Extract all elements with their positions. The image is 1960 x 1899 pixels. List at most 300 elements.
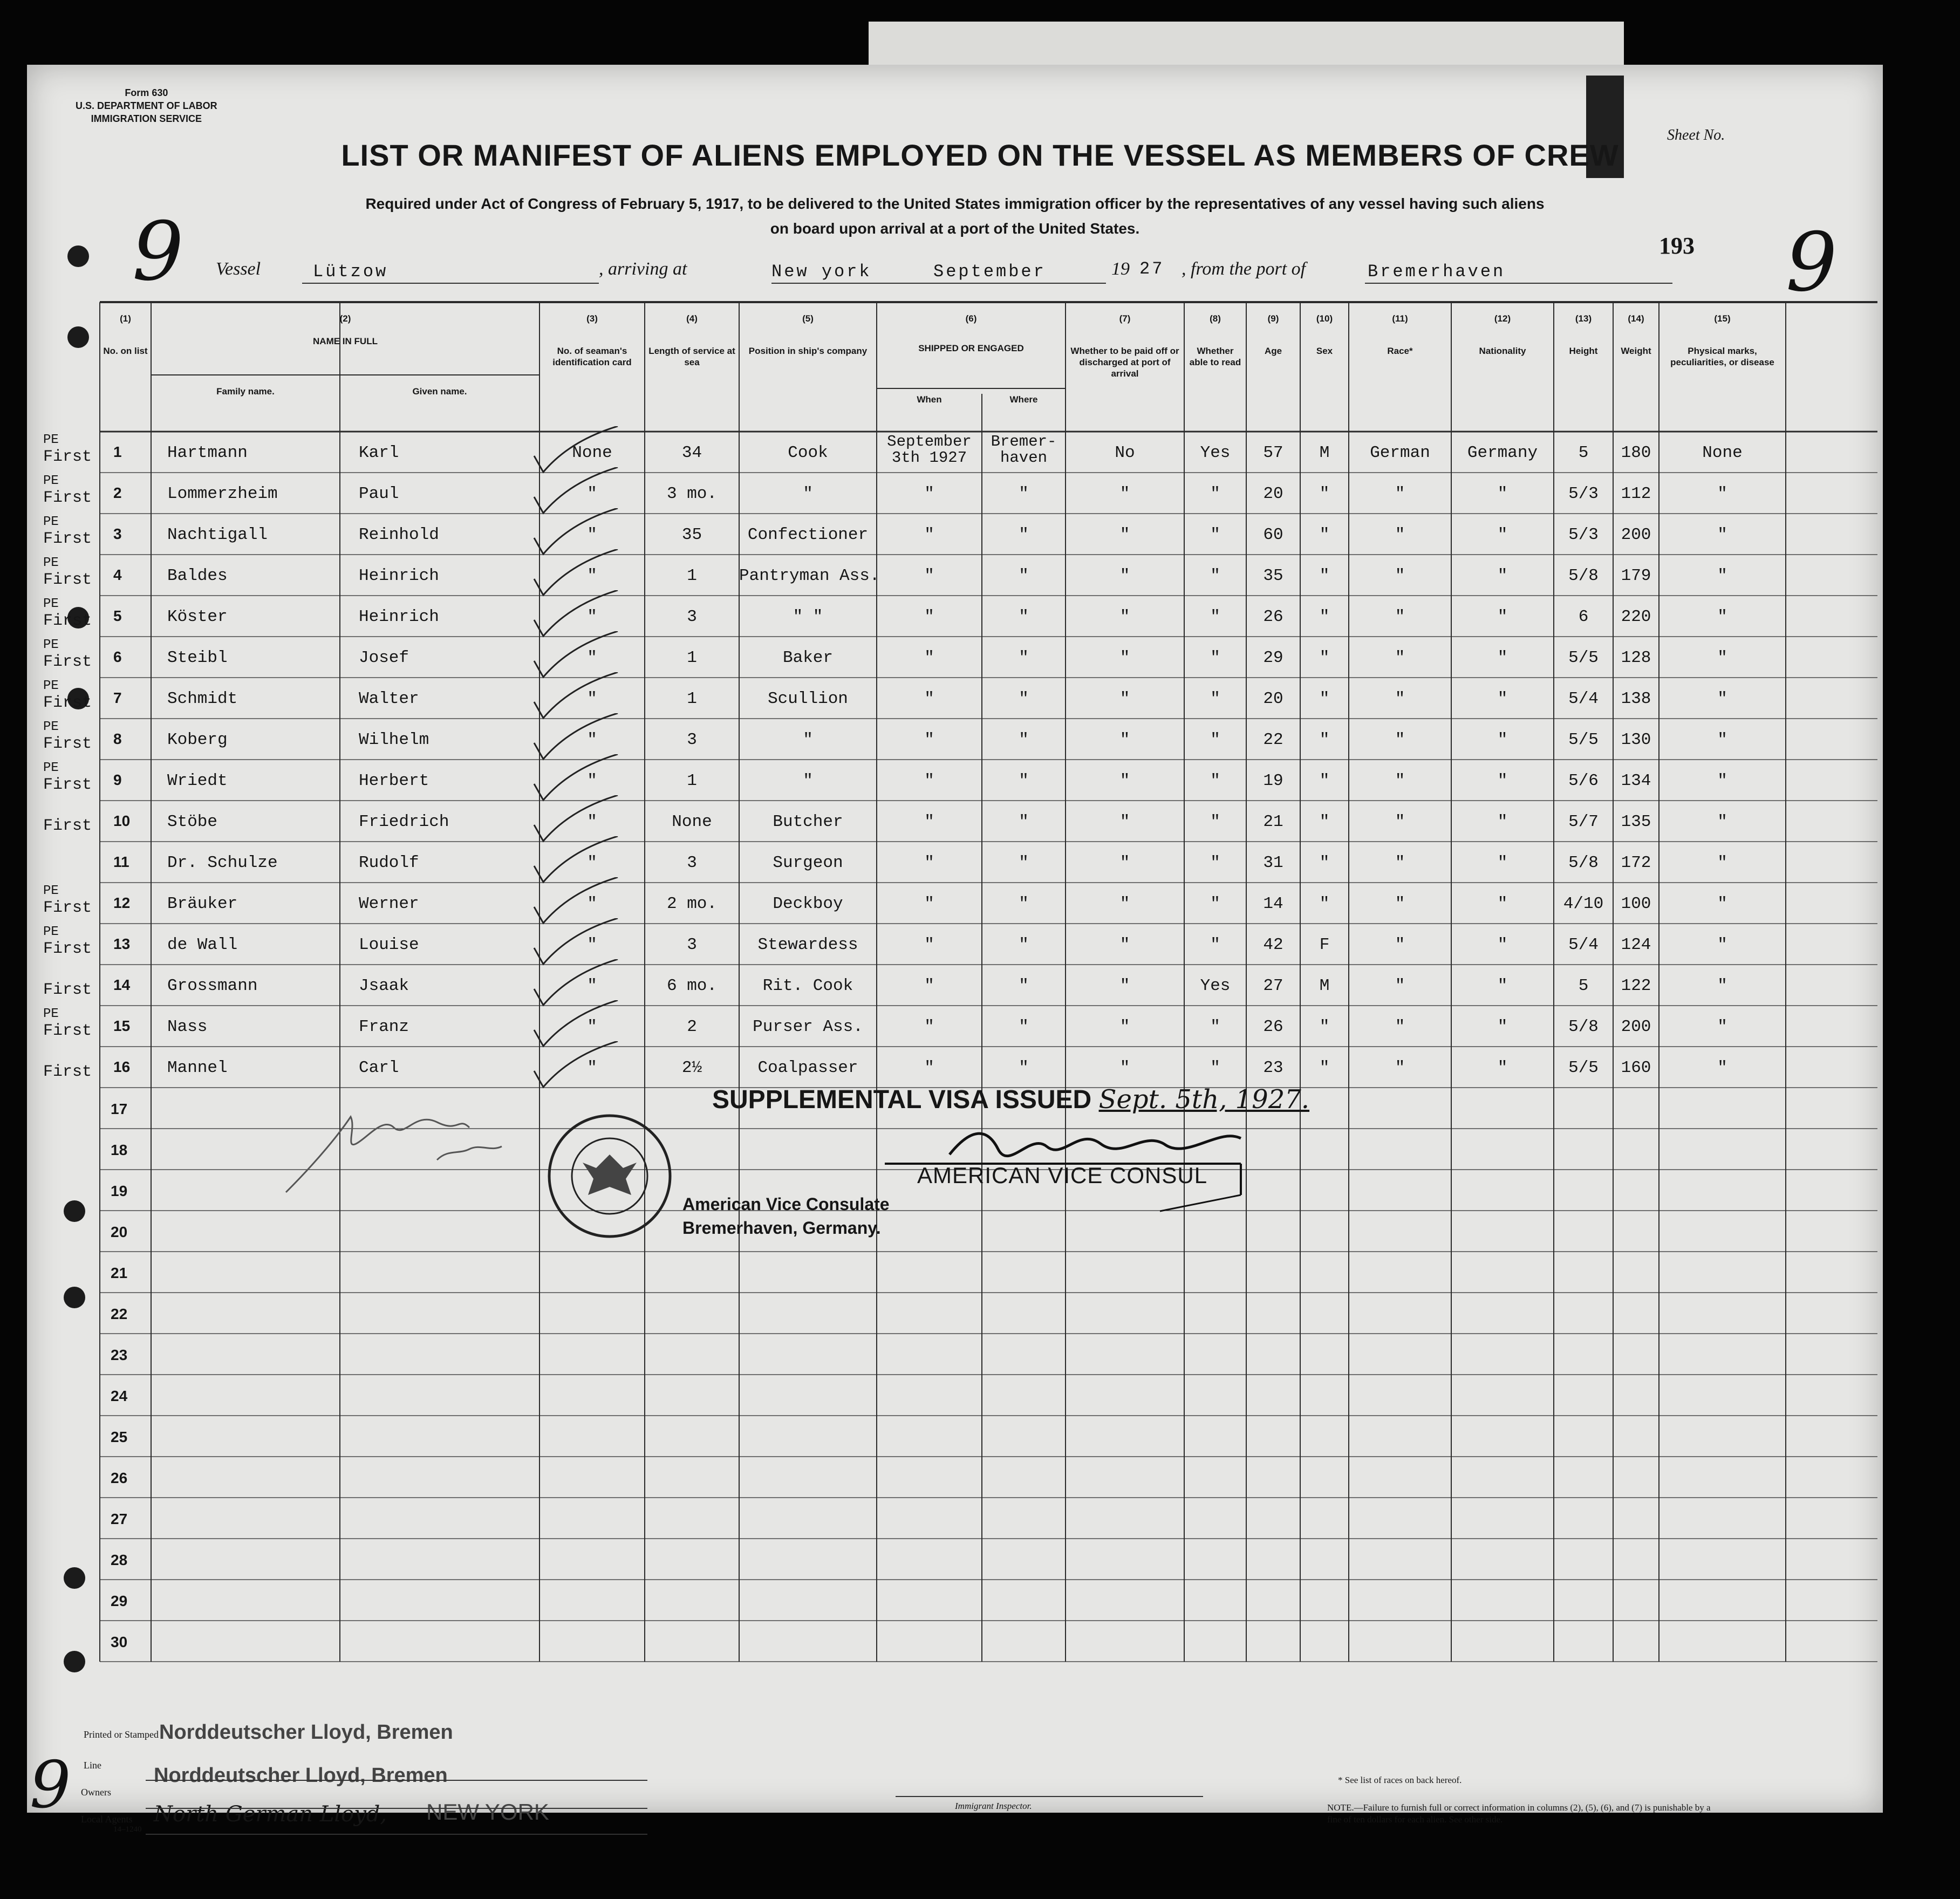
cell-family: Koberg [167, 730, 228, 749]
line-label: Line [84, 1760, 101, 1771]
column-number-c9: (9) [1267, 313, 1279, 324]
cell-when: " [924, 771, 934, 790]
record-number: 193 [1659, 233, 1695, 259]
cell-marks: " [1717, 566, 1727, 585]
cell-weight: 122 [1621, 976, 1651, 995]
column-number-c6: (6) [965, 313, 977, 324]
empty-row-number: 21 [111, 1265, 128, 1281]
arrival-month: September [933, 262, 1046, 282]
cell-read: Yes [1200, 443, 1231, 462]
row-number: 8 [113, 730, 122, 747]
column-number-c12: (12) [1494, 313, 1511, 324]
cell-read: " [1210, 607, 1220, 626]
cell-height: 5/5 [1568, 648, 1599, 667]
cell-nat: " [1497, 812, 1508, 831]
empty-row-number: 27 [111, 1511, 128, 1527]
cell-read: " [1210, 525, 1220, 544]
row-prefix-pe: PE [43, 1007, 59, 1021]
cell-where: " [1019, 894, 1029, 913]
cell-nat: " [1497, 894, 1508, 913]
empty-row-number: 23 [111, 1347, 128, 1363]
cell-race: " [1395, 607, 1405, 626]
cell-position: Scullion [768, 689, 848, 708]
column-number-c15: (15) [1714, 313, 1731, 324]
cell-paid: " [1119, 976, 1130, 995]
row-number: 5 [113, 607, 122, 624]
cell-family: Nachtigall [167, 525, 268, 544]
cell-sex: " [1319, 484, 1330, 503]
cell-where: " [1019, 771, 1029, 790]
cell-position: " [803, 484, 813, 503]
cell-card: " [587, 648, 597, 667]
cell-race: " [1395, 853, 1405, 872]
cell-given: Wilhelm [359, 730, 429, 749]
cell-service: 1 [687, 689, 697, 708]
row-number: 7 [113, 689, 122, 706]
cell-position: Confectioner [747, 525, 869, 544]
cell-height: 5 [1578, 443, 1589, 462]
row-prefix-pe: PE [43, 433, 59, 447]
cell-position: " [803, 730, 813, 749]
cell-where: Bremer- haven [991, 433, 1057, 467]
cell-when: " [924, 484, 934, 503]
visa-text: SUPPLEMENTAL VISA ISSUED [712, 1085, 1092, 1114]
cell-nat: " [1497, 1017, 1508, 1036]
cell-nat: " [1497, 853, 1508, 872]
cell-weight: 130 [1621, 730, 1651, 749]
cell-height: 4/10 [1563, 894, 1604, 913]
empty-row-number: 24 [111, 1388, 128, 1404]
cell-where: " [1019, 853, 1029, 872]
cell-where: " [1019, 1017, 1029, 1036]
cell-age: 29 [1263, 648, 1283, 667]
cell-marks: " [1717, 1017, 1727, 1036]
cell-race: " [1395, 525, 1405, 544]
empty-row-number: 20 [111, 1224, 128, 1240]
cell-sex: " [1319, 730, 1330, 749]
cell-age: 19 [1263, 771, 1283, 790]
empty-row-number: 22 [111, 1306, 128, 1322]
cell-card: " [587, 1058, 597, 1077]
cell-read: " [1210, 566, 1220, 585]
cell-paid: " [1119, 853, 1130, 872]
inspector-label: Immigrant Inspector. [955, 1801, 1032, 1811]
cell-family: Stöbe [167, 812, 218, 831]
cell-where: " [1019, 689, 1029, 708]
row-number: 15 [113, 1017, 131, 1034]
row-prefix-pe: PE [43, 638, 59, 652]
column-header-c14: Weight [1621, 346, 1651, 356]
cell-position: Pantryman Ass. [739, 566, 880, 585]
printed-label: Printed or Stamped [84, 1729, 159, 1740]
cell-nat: " [1497, 730, 1508, 749]
cell-family: Dr. Schulze [167, 853, 278, 872]
cell-paid: " [1119, 566, 1130, 585]
empty-row-number: 18 [111, 1142, 128, 1158]
cell-given: Franz [359, 1017, 409, 1036]
cell-service: 2 mo. [666, 894, 717, 913]
cell-service: 2 [687, 1017, 697, 1036]
cell-sex: " [1319, 1017, 1330, 1036]
empty-row-number: 29 [111, 1593, 128, 1609]
cell-service: 3 [687, 935, 697, 954]
column-header-c1: No. on list [103, 346, 148, 356]
cell-read: " [1210, 689, 1220, 708]
row-class: First [43, 776, 92, 794]
cell-race: " [1395, 484, 1405, 503]
cell-card: " [587, 689, 597, 708]
cell-when: September 3th 1927 [887, 433, 972, 467]
cell-read: " [1210, 1017, 1220, 1036]
cell-marks: " [1717, 484, 1727, 503]
agents-label: Local Agents [81, 1814, 133, 1825]
cell-race: " [1395, 894, 1405, 913]
cell-weight: 160 [1621, 1058, 1651, 1077]
cell-service: 3 [687, 853, 697, 872]
cell-paid: " [1119, 648, 1130, 667]
cell-weight: 112 [1621, 484, 1651, 503]
column-number-c2: (2) [339, 313, 351, 324]
column-header-given-name: Given name. [412, 386, 467, 397]
cell-race: " [1395, 812, 1405, 831]
year-label: 19 [1111, 259, 1130, 279]
vessel-label: Vessel [216, 259, 261, 279]
cell-position: Deckboy [773, 894, 843, 913]
cell-card: None [572, 443, 612, 462]
consul-title: AMERICAN VICE CONSUL [917, 1163, 1208, 1188]
cell-age: 14 [1263, 894, 1283, 913]
cell-given: Heinrich [359, 566, 439, 585]
cell-card: " [587, 853, 597, 872]
cell-age: 21 [1263, 812, 1283, 831]
cell-height: 6 [1578, 607, 1589, 626]
cell-nat: " [1497, 771, 1508, 790]
cell-given: Carl [359, 1058, 399, 1077]
arriving-label: , arriving at [599, 259, 687, 279]
cell-paid: " [1119, 730, 1130, 749]
cell-when: " [924, 894, 934, 913]
column-header-c15: Physical marks, peculiarities, or disease [1670, 346, 1774, 367]
row-number: 4 [113, 566, 122, 583]
cell-position: Baker [782, 648, 833, 667]
cell-sex: " [1319, 812, 1330, 831]
cell-when: " [924, 730, 934, 749]
cell-card: " [587, 976, 597, 995]
form-number: Form 630 [125, 87, 168, 98]
row-number: 13 [113, 935, 131, 952]
cell-family: Baldes [167, 566, 228, 585]
empty-row-number: 19 [111, 1183, 128, 1199]
cell-weight: 179 [1621, 566, 1651, 585]
cell-when: " [924, 648, 934, 667]
row-prefix-pe: PE [43, 884, 59, 898]
subtitle-line-1: Required under Act of Congress of February 5, 1917, to be delivered to the United States immigration officer by the representatives of any vessel having such aliens [365, 195, 1545, 212]
penalty-note: NOTE.—Failure to furnish full or correct information in columns (2), (5), (6), and (7) is punishable by a fine of ten dollars for each alien. See other side. [1327, 1802, 1711, 1825]
cell-card: " [587, 935, 597, 954]
column-header-c5: Position in ship's company [748, 346, 868, 356]
column-header-c10: Sex [1316, 346, 1333, 356]
cell-nat: " [1497, 648, 1508, 667]
row-class: First [43, 1022, 92, 1040]
cell-marks: " [1717, 771, 1727, 790]
cell-marks: " [1717, 853, 1727, 872]
cell-where: " [1019, 935, 1029, 954]
cell-card: " [587, 812, 597, 831]
row-class: First [43, 489, 92, 507]
column-header-c8: Whether able to read [1189, 346, 1241, 367]
from-label: , from the port of [1182, 259, 1306, 279]
row-class: First [43, 448, 92, 466]
column-header-c2: NAME IN FULL [313, 336, 378, 346]
cell-given: Reinhold [359, 525, 439, 544]
cell-when: " [924, 525, 934, 544]
cell-weight: 172 [1621, 853, 1651, 872]
column-header-c3: No. of seaman's identification card [552, 346, 632, 367]
cell-where: " [1019, 976, 1029, 995]
service-name: IMMIGRATION SERVICE [91, 113, 202, 124]
cell-read: " [1210, 894, 1220, 913]
arrival-port: New york [771, 262, 872, 282]
cell-race: " [1395, 689, 1405, 708]
cell-age: 23 [1263, 1058, 1283, 1077]
cell-given: Karl [359, 443, 399, 462]
cell-race: German [1370, 443, 1430, 462]
cell-age: 31 [1263, 853, 1283, 872]
row-class: First [43, 735, 92, 753]
cell-race: " [1395, 1017, 1405, 1036]
cell-age: 27 [1263, 976, 1283, 995]
row-class: First [43, 1063, 92, 1081]
cell-card: " [587, 1017, 597, 1036]
cell-age: 57 [1263, 443, 1283, 462]
cell-marks: " [1717, 689, 1727, 708]
cell-age: 26 [1263, 607, 1283, 626]
row-number: 1 [113, 443, 122, 460]
cell-family: Köster [167, 607, 228, 626]
cell-age: 35 [1263, 566, 1283, 585]
cell-service: 3 mo. [666, 484, 717, 503]
cell-family: de Wall [167, 935, 238, 954]
cell-weight: 134 [1621, 771, 1651, 790]
cell-read: " [1210, 1058, 1220, 1077]
cell-family: Grossmann [167, 976, 258, 995]
column-header-when: When [917, 394, 942, 405]
cell-where: " [1019, 566, 1029, 585]
cell-read: " [1210, 648, 1220, 667]
cell-where: " [1019, 730, 1029, 749]
race-note: * See list of races on back hereof. [1338, 1775, 1462, 1785]
cell-card: " [587, 894, 597, 913]
visa-date: Sept. 5th, 1927. [1098, 1084, 1310, 1115]
cell-position: Butcher [773, 812, 843, 831]
empty-row-number: 30 [111, 1634, 128, 1650]
cell-where: " [1019, 525, 1029, 544]
column-header-c12: Nationality [1479, 346, 1526, 356]
cell-marks: " [1717, 1058, 1727, 1077]
cell-weight: 138 [1621, 689, 1651, 708]
column-header-c9: Age [1264, 346, 1282, 356]
cell-where: " [1019, 812, 1029, 831]
cell-weight: 100 [1621, 894, 1651, 913]
cell-read: " [1210, 484, 1220, 503]
handwritten-page-number-bottom: 9 [30, 1748, 71, 1823]
column-number-c1: (1) [120, 313, 131, 324]
form-code: 14–1240 [113, 1825, 142, 1834]
line-stamp: Norddeutscher Lloyd, Bremen [159, 1721, 453, 1744]
cell-paid: " [1119, 894, 1130, 913]
cell-when: " [924, 607, 934, 626]
empty-row-number: 26 [111, 1470, 128, 1486]
cell-nat: Germany [1467, 443, 1538, 462]
cell-height: 5/5 [1568, 730, 1599, 749]
cell-service: None [672, 812, 712, 831]
agents-city: NEW YORK [426, 1799, 549, 1825]
cell-when: " [924, 812, 934, 831]
cell-service: 1 [687, 648, 697, 667]
cell-marks: " [1717, 525, 1727, 544]
page-title: LIST OR MANIFEST OF ALIENS EMPLOYED ON THE VESSEL AS MEMBERS OF CREW [341, 138, 1619, 172]
cell-age: 26 [1263, 1017, 1283, 1036]
cell-marks: " [1717, 935, 1727, 954]
cell-given: Louise [359, 935, 419, 954]
cell-weight: 180 [1621, 443, 1651, 462]
cell-position: Cook [788, 443, 828, 462]
owners-stamp: Norddeutscher Lloyd, Bremen [154, 1764, 448, 1787]
row-number: 6 [113, 648, 122, 665]
cell-family: Nass [167, 1017, 208, 1036]
cell-height: 5 [1578, 976, 1589, 995]
cell-card: " [587, 525, 597, 544]
arrival-year: 27 [1139, 259, 1165, 279]
row-prefix-pe: PE [43, 761, 59, 775]
column-number-c4: (4) [686, 313, 698, 324]
cell-service: 3 [687, 607, 697, 626]
cell-position: " " [793, 607, 823, 626]
column-header-c4: Length of service at sea [648, 346, 735, 367]
column-number-c5: (5) [802, 313, 814, 324]
cell-nat: " [1497, 607, 1508, 626]
cell-sex: F [1319, 935, 1330, 954]
cell-read: Yes [1200, 976, 1231, 995]
cell-sex: " [1319, 894, 1330, 913]
sheet-number-label: Sheet No. [1667, 127, 1725, 144]
column-header-c6: SHIPPED OR ENGAGED [918, 343, 1024, 353]
row-number: 11 [113, 853, 129, 870]
cell-weight: 124 [1621, 935, 1651, 954]
cell-card: " [587, 607, 597, 626]
cell-position: Surgeon [773, 853, 843, 872]
row-prefix-pe: PE [43, 679, 59, 693]
cell-marks: None [1702, 443, 1743, 462]
cell-paid: " [1119, 484, 1130, 503]
cell-height: 5/4 [1568, 935, 1599, 954]
cell-marks: " [1717, 730, 1727, 749]
cell-position: " [803, 771, 813, 790]
cell-paid: No [1115, 443, 1135, 462]
cell-paid: " [1119, 771, 1130, 790]
cell-nat: " [1497, 1058, 1508, 1077]
cell-family: Schmidt [167, 689, 238, 708]
cell-position: Stewardess [757, 935, 858, 954]
cell-paid: " [1119, 607, 1130, 626]
cell-read: " [1210, 853, 1220, 872]
cell-race: " [1395, 976, 1405, 995]
cell-nat: " [1497, 566, 1508, 585]
cell-age: 22 [1263, 730, 1283, 749]
cell-paid: " [1119, 525, 1130, 544]
row-prefix-pe: PE [43, 925, 59, 939]
cell-height: 5/7 [1568, 812, 1599, 831]
cell-age: 20 [1263, 484, 1283, 503]
owners-label: Owners [81, 1787, 111, 1798]
cell-paid: " [1119, 689, 1130, 708]
row-number: 9 [113, 771, 122, 788]
cell-height: 5/3 [1568, 484, 1599, 503]
row-prefix-pe: PE [43, 556, 59, 570]
department-name: U.S. DEPARTMENT OF LABOR [76, 100, 217, 111]
cell-race: " [1395, 566, 1405, 585]
cell-given: Rudolf [359, 853, 419, 872]
cell-weight: 135 [1621, 812, 1651, 831]
cell-when: " [924, 689, 934, 708]
cell-position: Purser Ass. [753, 1017, 863, 1036]
agents-handwritten: North German Lloyd, [154, 1802, 387, 1827]
column-header-c7: Whether to be paid off or discharged at port of arrival [1070, 346, 1179, 379]
column-header-c13: Height [1569, 346, 1598, 356]
column-number-c14: (14) [1628, 313, 1644, 324]
cell-weight: 200 [1621, 1017, 1651, 1036]
cell-when: " [924, 1017, 934, 1036]
cell-given: Werner [359, 894, 419, 913]
column-header-where: Where [1009, 394, 1038, 405]
row-prefix-pe: PE [43, 515, 59, 529]
column-number-c11: (11) [1392, 313, 1408, 324]
cell-service: 1 [687, 566, 697, 585]
cell-height: 5/8 [1568, 1017, 1599, 1036]
cell-age: 20 [1263, 689, 1283, 708]
row-number: 10 [113, 812, 131, 829]
cell-where: " [1019, 484, 1029, 503]
cell-where: " [1019, 648, 1029, 667]
row-prefix-pe: PE [43, 597, 59, 611]
cell-card: " [587, 566, 597, 585]
cell-height: 5/3 [1568, 525, 1599, 544]
cell-sex: M [1319, 443, 1330, 462]
empty-row-number: 25 [111, 1429, 128, 1445]
consulate-line-1: American Vice Consulate [682, 1194, 890, 1214]
cell-weight: 128 [1621, 648, 1651, 667]
row-class: First [43, 694, 92, 712]
row-class: First [43, 653, 92, 671]
cell-nat: " [1497, 935, 1508, 954]
cell-family: Wriedt [167, 771, 228, 790]
cell-height: 5/6 [1568, 771, 1599, 790]
cell-service: 3 [687, 730, 697, 749]
cell-when: " [924, 566, 934, 585]
empty-row-number: 17 [111, 1101, 128, 1117]
cell-marks: " [1717, 648, 1727, 667]
cell-given: Friedrich [359, 812, 449, 831]
row-class: First [43, 571, 92, 589]
cell-height: 5/8 [1568, 853, 1599, 872]
cell-service: 35 [681, 525, 702, 544]
cell-age: 60 [1263, 525, 1283, 544]
empty-row-number: 28 [111, 1552, 128, 1568]
cell-nat: " [1497, 525, 1508, 544]
cell-service: 6 mo. [666, 976, 717, 995]
row-class: First [43, 981, 92, 999]
cell-sex: " [1319, 525, 1330, 544]
